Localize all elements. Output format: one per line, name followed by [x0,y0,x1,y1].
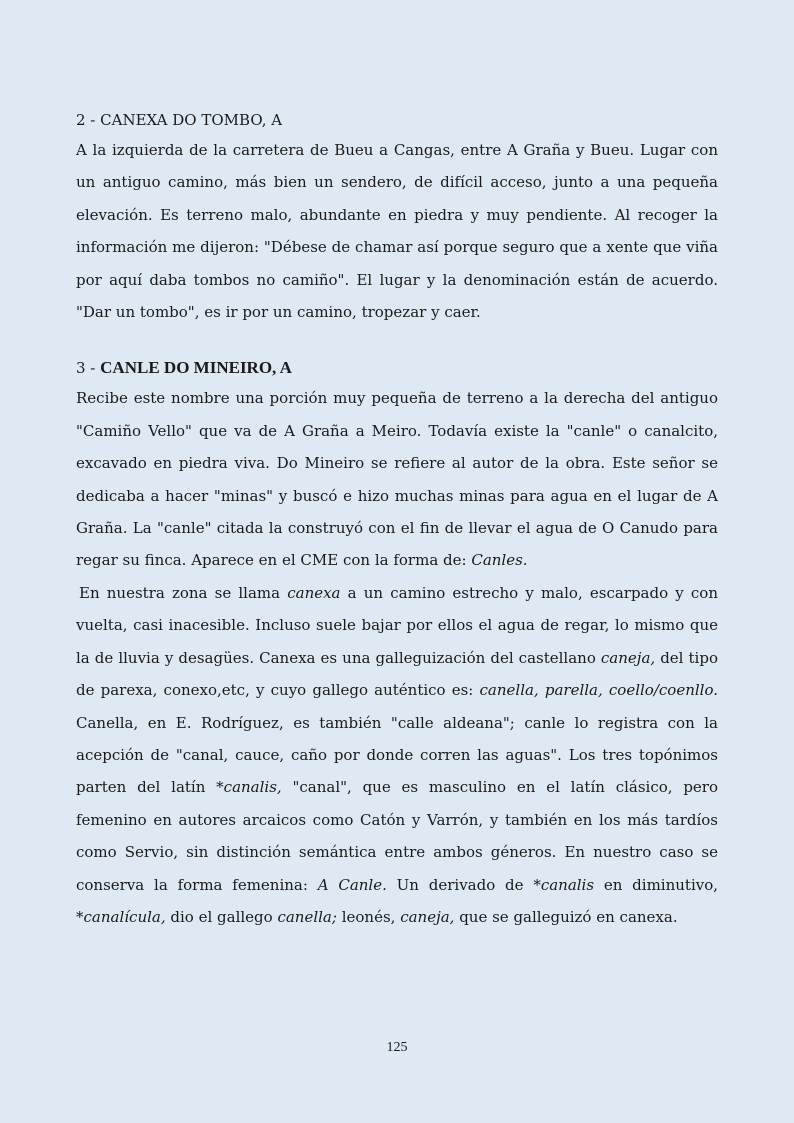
paragraph-text: a un camino estrecho y malo, escarpado y con vuelta, casi inacesible. Incluso suele bajar por ellos el agua de regar, lo mismo que la de lluvia y desagües. Canexa es una galleguización del castellano [76,583,718,667]
paragraph-text: del tipo de parexa, conexo,etc, y cuyo gallego auténtico es: [76,648,718,700]
paragraph-italic: caneja, [400,907,455,926]
paragraph-text: Un derivado de [386,875,534,894]
paragraph-text: que se galleguizó en canexa. [454,907,678,926]
paragraph-text: Recibe este nombre una porción muy pequeña de terreno a la derecha del antiguo "Camiño Vello" que va de A Graña a Meiro. Todavía existe la "canle" o canalcito, excavado en piedra viva. Do Mineiro se refiere al autor de la obra. Este señor se dedicaba a hacer "minas" y buscó e hizo muchas minas para agua en el lugar de A Graña. La "canle" citada la construyó con el fin de llevar el agua de O Canudo para regar su finca. Aparece en el CME con la forma de: [76,389,718,570]
page-number: 125 [386,1040,408,1055]
paragraph-italic: canella, parella, coello/coenllo. [479,681,718,700]
paragraph-italic: canexa [287,583,341,602]
paragraph-text: En nuestra zona se llama [79,583,288,602]
paragraph-italic: Canles. [471,551,528,570]
section-title: CANLE DO MINEIRO, A [100,358,292,378]
section-title: CANEXA DO TOMBO, A [100,111,283,129]
section-paragraph [76,382,718,576]
section-canle-do-mineiro [76,356,718,933]
paragraph-text: en diminutivo, [594,875,719,894]
section-heading [76,108,718,132]
paragraph-italic: *canalis, [216,778,282,797]
paragraph-italic: *canalícula, [76,907,166,926]
document-page [76,108,718,961]
paragraph-text: dio el gallego [165,907,278,926]
paragraph-italic: *canalis [533,875,595,894]
paragraph-italic: canella; [277,907,337,926]
section-paragraph: A la izquierda de la carretera de Bueu a Cangas, entre A Graña y Bueu. Lugar con un antiguo camino, más bien un sendero, de difícil acceso, junto a una pequeña elevación. Es terreno malo, abundante en piedra y muy pendiente. Al recoger la información me dijeron: "Débese de chamar así porque seguro que a xente que viña por aquí daba tombos no camiño". El lugar y la denominación están de acuerdo. "Dar un tombo", es ir por un camino, tropezar y caer. [76,141,718,322]
section-paragraph [76,577,718,933]
paragraph-text: "canal", que es masculino en el latín clásico, pero femenino en autores arcaicos como Catón y Varrón, y también en los más tardíos como Servio, sin distinción semántica entre ambos géneros. En nuestro caso se conserva la forma femenina: [76,778,719,894]
section-canexa-do-tombo [76,108,718,328]
paragraph-italic: caneja, [600,648,656,667]
section-heading [76,356,718,380]
paragraph-text: leonés, [336,907,401,926]
paragraph-italic: A Canle. [317,875,387,894]
paragraph-text: Canella, en E. Rodríguez, es también "calle aldeana"; canle lo registra con la acepción de "canal, cauce, caño por donde corren las aguas". Los tres topónimos parten del latín [76,713,718,797]
section-number: 2 - [76,111,101,129]
section-number: 3 - [76,359,101,378]
